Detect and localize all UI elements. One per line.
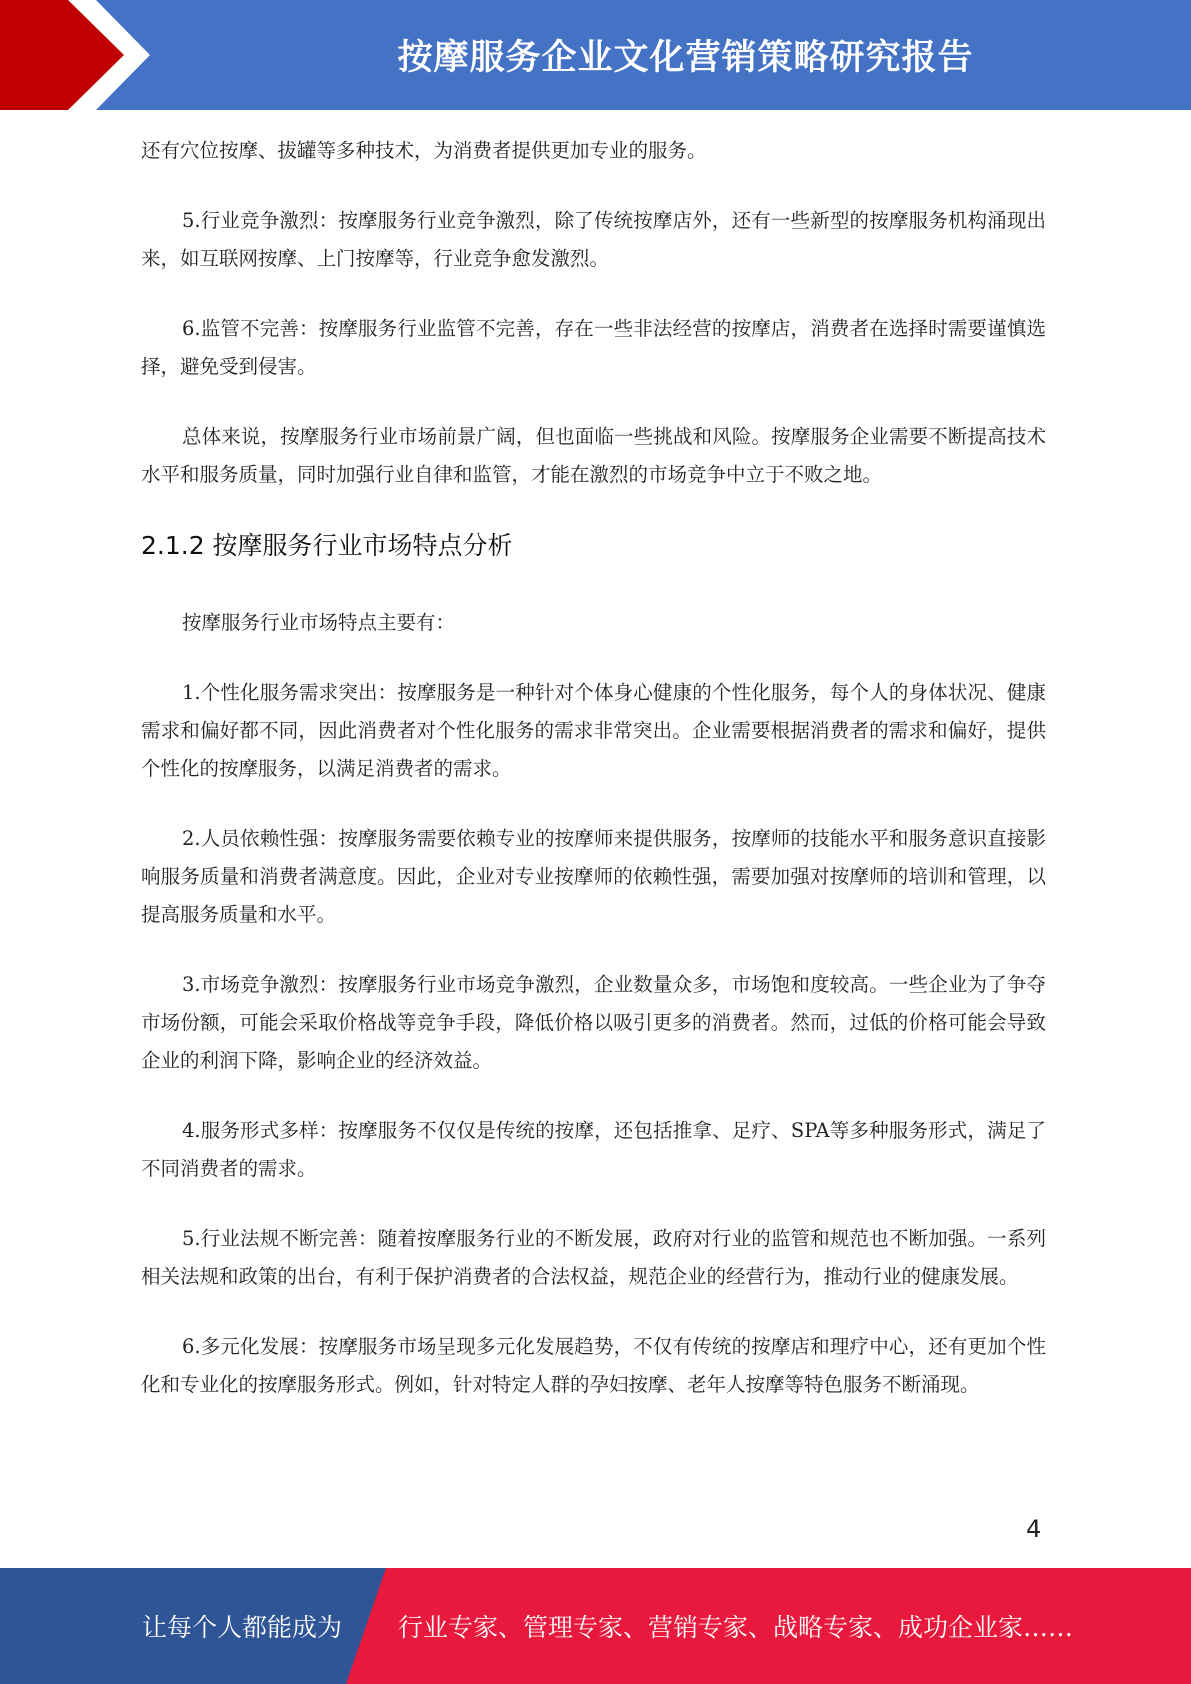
paragraph-item-3: 3.市场竞争激烈：按摩服务行业市场竞争激烈，企业数量众多，市场饱和度较高。一些企业为了争夺市场份额，可能会采取价格战等竞争手段，降低价格以吸引更多的消费者。然而，过低的价格可能会导致企业的利润下降，影响企业的经济效益。 — [141, 973, 1046, 1072]
paragraph-item-5: 5.行业法规不断完善：随着按摩服务行业的不断发展，政府对行业的监管和规范也不断加强。一系列相关法规和政策的出台，有利于保护消费者的合法权益，规范企业的经营行为，推动行业的健康发展。 — [141, 1227, 1046, 1288]
section-heading: 2.1.2 按摩服务行业市场特点分析 — [141, 531, 513, 560]
page-header — [0, 0, 1191, 110]
page-footer — [0, 1568, 1191, 1684]
report-title: 按摩服务企业文化营销策略研究报告 — [397, 38, 974, 78]
page-number: 4 — [1026, 1515, 1042, 1543]
paragraph-item-1: 1.个性化服务需求突出：按摩服务是一种针对个体身心健康的个性化服务，每个人的身体状况、健康需求和偏好都不同，因此消费者对个性化服务的需求非常突出。企业需要根据消费者的需求和偏好，提供个性化的按摩服务，以满足消费者的需求。 — [141, 681, 1046, 780]
paragraph-item-2: 2.人员依赖性强：按摩服务需要依赖专业的按摩师来提供服务，按摩师的技能水平和服务意识直接影响服务质量和消费者满意度。因此，企业对专业按摩师的依赖性强，需要加强对按摩师的培训和管理，以提高服务质量和水平。 — [141, 827, 1046, 926]
paragraph-intro: 按摩服务行业市场特点主要有： — [181, 611, 455, 634]
paragraph-summary: 总体来说，按摩服务行业市场前景广阔，但也面临一些挑战和风险。按摩服务企业需要不断提高技术水平和服务质量，同时加强行业自律和监管，才能在激烈的市场竞争中立于不败之地。 — [141, 425, 1046, 486]
footer-slogan-right: 行业专家、管理专家、营销专家、战略专家、成功企业家…… — [398, 1613, 1074, 1642]
paragraph-item-6: 6.多元化发展：按摩服务市场呈现多元化发展趋势，不仅有传统的按摩店和理疗中心，还有更加个性化和专业化的按摩服务形式。例如，针对特定人群的孕妇按摩、老年人按摩等特色服务不断涌现。 — [141, 1335, 1046, 1396]
footer-slogan-left: 让每个人都能成为 — [142, 1613, 343, 1642]
document-body — [141, 132, 1046, 1436]
paragraph-regulation: 6.监管不完善：按摩服务行业监管不完善，存在一些非法经营的按摩店，消费者在选择时需要谨慎选择，避免受到侵害。 — [141, 317, 1046, 378]
paragraph-continuation: 还有穴位按摩、拔罐等多种技术，为消费者提供更加专业的服务。 — [141, 139, 707, 162]
header-chevron-decoration — [0, 0, 200, 110]
paragraph-item-4: 4.服务形式多样：按摩服务不仅仅是传统的按摩，还包括推拿、足疗、SPA等多种服务形式，满足了不同消费者的需求。 — [141, 1119, 1046, 1180]
paragraph-competition: 5.行业竞争激烈：按摩服务行业竞争激烈，除了传统按摩店外，还有一些新型的按摩服务机构涌现出来，如互联网按摩、上门按摩等，行业竞争愈发激烈。 — [141, 209, 1046, 270]
